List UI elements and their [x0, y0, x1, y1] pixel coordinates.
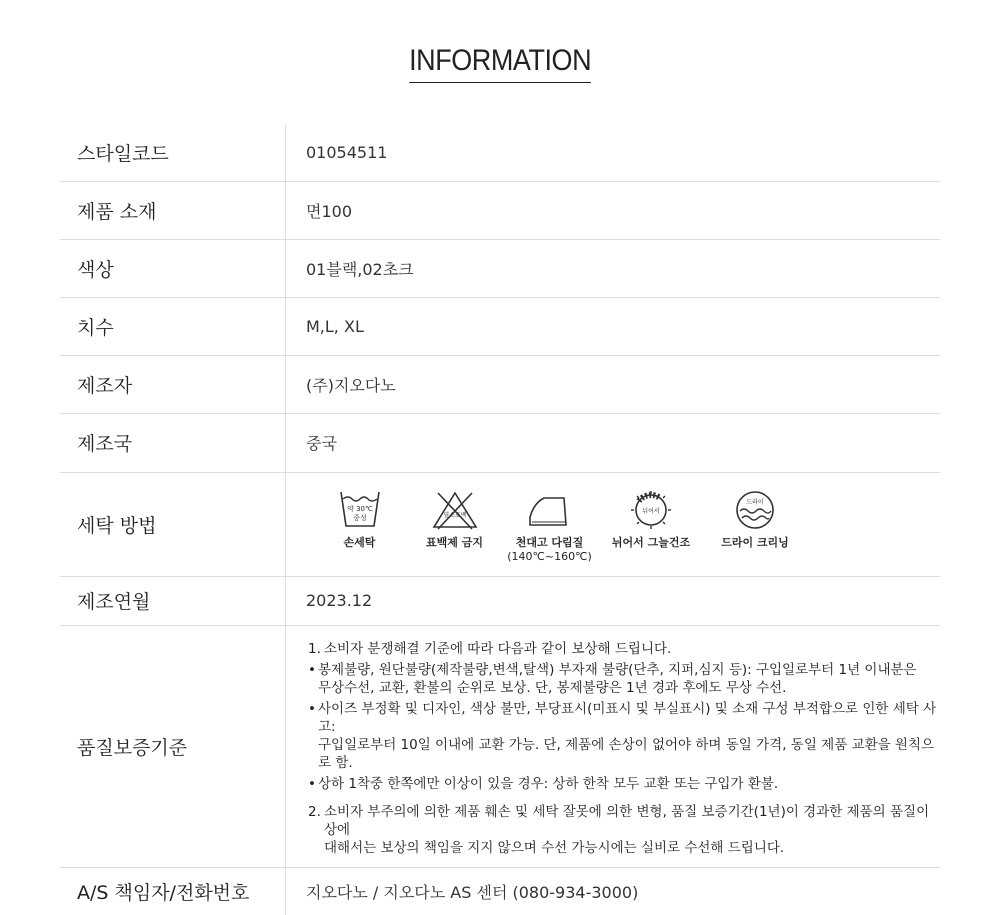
list-item: • 상하 1착중 한쪽에만 이상이 있을 경우: 상하 한착 모두 교환 또는 구입가 환불.: [308, 775, 779, 792]
care-item-dry-shade: [597, 489, 705, 550]
row-label: A/S 책임자/전화번호: [60, 867, 286, 915]
table-row-washing: [60, 472, 940, 576]
wash-tub-icon: [338, 489, 382, 531]
row-value: M,L, XL: [286, 297, 941, 355]
table-row-material: [60, 181, 940, 239]
shade-dry-text: 뉘어서: [642, 507, 660, 515]
row-value: 중국: [286, 413, 941, 472]
row-value: 01054511: [286, 124, 941, 181]
dry-clean-text: 드라이: [746, 498, 764, 506]
row-value: 면100: [286, 181, 941, 239]
care-item-no-bleach: [407, 489, 502, 550]
care-item-iron: [502, 489, 597, 564]
table-row-style-code: [60, 124, 940, 181]
row-value: 지오다노 / 지오다노 AS 센터 (080-934-3000): [306, 882, 639, 902]
list-item: 2. 소비자 부주의에 의한 제품 훼손 및 세탁 잘못에 의한 변형, 품질 보증기간(1년)이 경과한 제품의 품질이상에 대해서는 보상의 책임을 지지 않으며 수선 가능시에는 실비로 수선해 드립니다.: [308, 803, 930, 856]
row-label: 제조국: [60, 413, 286, 472]
row-value: 01블랙,02초크: [286, 239, 941, 297]
quality-guarantee-text: [308, 626, 940, 867]
table-row-quality: [60, 625, 940, 867]
row-label: 제조연월: [60, 576, 286, 625]
bullet: •: [308, 700, 316, 717]
care-label: 표백제 금지: [426, 535, 483, 549]
list-number: 1.: [308, 640, 321, 657]
care-label: 천대고 다림질: [515, 535, 584, 549]
page-title: INFORMATION: [409, 44, 591, 83]
row-label: 품질보증기준: [60, 625, 286, 867]
row-value: 2023.12: [286, 576, 941, 625]
iron-icon: [526, 489, 574, 531]
wash-neutral-text: 중성: [352, 513, 367, 522]
row-value: [286, 625, 941, 867]
bullet: •: [308, 661, 316, 678]
row-label: 치수: [60, 297, 286, 355]
row-label: 세탁 방법: [60, 472, 286, 576]
wash-temp-text: 약 30℃: [346, 504, 373, 513]
row-label: 색상: [60, 239, 286, 297]
care-label: 뉘어서 그늘건조: [611, 535, 691, 549]
list-item: • 봉제불량, 원단불량(제작불량,변색,탈색) 부자재 불량(단추, 지퍼,심지 등): 구입일로부터 1년 이내분은 무상수선, 교환, 환불의 순위로 보상. 단, 봉제불량은 1년 경과 후에도 무상 수선.: [308, 661, 917, 696]
list-item: • 사이즈 부정확 및 디자인, 색상 불만, 부당표시(미표시 및 부실표시) 및 소재 구성 부적합으로 인한 세탁 사고: 구입일로부터 10일 이내에 교환 가능. 단, 제품에 손상이 없어야 하며 동일 가격, 동일 제품 교환을 원칙으로 함.: [308, 700, 937, 771]
care-symbols: [312, 485, 940, 564]
row-label: 스타일코드: [60, 124, 286, 181]
product-info-table: [60, 124, 940, 915]
care-label: 드라이 크리닝: [721, 535, 789, 549]
care-sublabel: (140℃~160℃): [507, 549, 592, 563]
line-dry-shade-icon: [627, 489, 675, 531]
row-label: 제조자: [60, 355, 286, 413]
table-row-maker: [60, 355, 940, 413]
section-title-wrap: [0, 44, 1000, 83]
bleach-text: 염소표백: [442, 511, 467, 519]
list-item: 1. 소비자 분쟁해결 기준에 따라 다음과 같이 보상해 드립니다.: [308, 640, 672, 657]
care-label: 손세탁: [343, 535, 376, 549]
table-row-color: [60, 239, 940, 297]
table-row-size: [60, 297, 940, 355]
row-value: [286, 472, 941, 576]
bullet: •: [308, 775, 316, 792]
table-row-date: [60, 576, 940, 625]
list-number: 2.: [308, 803, 321, 820]
dry-clean-icon: [733, 489, 777, 531]
row-label: 제품 소재: [60, 181, 286, 239]
care-item-hand-wash: [312, 489, 407, 550]
no-bleach-icon: [430, 489, 480, 531]
care-item-dry-clean: [705, 489, 805, 550]
row-value: (주)지오다노: [286, 355, 941, 413]
table-row-country: [60, 413, 940, 472]
table-row-as: [60, 867, 940, 915]
